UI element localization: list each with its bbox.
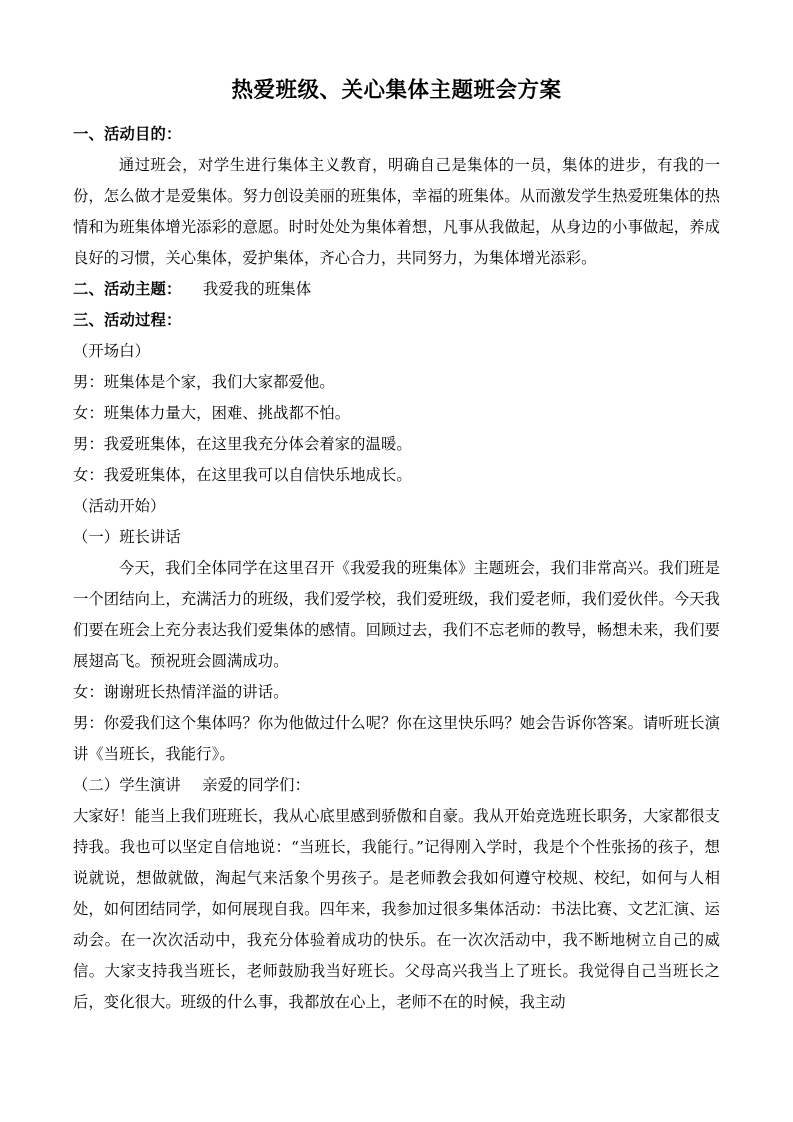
document-body	[73, 119, 720, 1018]
part-one-body: 今天，我们全体同学在这里召开《我爱我的班集体》主题班会，我们非常高兴。我们班是一个团结向上，充满活力的班级，我们爱学校，我们爱班级，我们爱老师，我们爱伙伴。今天我们要在班会上充分表达我们爱集体的感情。回顾过去，我们不忘老师的教导，畅想未来，我们要展翅高飞。预祝班会圆满成功。	[73, 559, 720, 671]
opening-line-male-2: 男：我爱班集体，在这里我充分体会着家的温暖。	[73, 435, 412, 454]
opening-line-female-1: 女：班集体力量大，困难、挑战都不怕。	[73, 404, 351, 423]
section-theme-value: 我爱我的班集体	[202, 280, 312, 299]
part-two-label-row	[73, 770, 720, 801]
opening-line-female-2: 女：我爱班集体，在这里我可以自信快乐地成长。	[73, 466, 412, 485]
opening-line-male-1: 男：班集体是个家，我们大家都爱他。	[73, 373, 335, 392]
part-two-label: （二）学生演讲	[73, 776, 181, 795]
activity-start-label: （活动开始）	[73, 497, 166, 516]
section-heading-process: 三、活动过程：	[73, 311, 182, 330]
section-body-purpose: 通过班会，对学生进行集体主义教育，明确自己是集体的一员，集体的进步，有我的一份，怎么做才是爱集体。努力创设美丽的班集体，幸福的班集体。从而激发学生热爱班集体的热情和为班集体增光添彩的意愿。时时处处为集体着想，凡事从我做起，从身边的小事做起，养成良好的习惯，关心集体，爱护集体，齐心合力，共同努力，为集体增光添彩。	[73, 156, 720, 268]
part-one-label: （一）班长讲话	[73, 528, 181, 547]
section-heading-theme	[73, 274, 720, 305]
section-heading-theme-label: 二、活动主题：	[73, 280, 182, 299]
host-line-female: 女：谢谢班长热情洋溢的讲话。	[73, 683, 289, 702]
host-line-male: 男：你爱我们这个集体吗？你为他做过什么呢？你在这里快乐吗？她会告诉你答案。请听班长演讲《当班长，我能行》。	[73, 714, 720, 764]
part-two-body: 大家好！能当上我们班班长，我从心底里感到骄傲和自豪。我从开始竞选班长职务，大家都很支持我。我也可以坚定自信地说：“当班长，我能行。”记得刚入学时，我是个个性张扬的孩子，想说就说，想做就做，淘起气来活象个男孩子。是老师教会我如何遵守校规、校纪，如何与人相处，如何团结同学，如何展现自我。四年来，我参加过很多集体活动：书法比赛、文艺汇演、运动会。在一次次活动中，我充分体验着成功的快乐。在一次次活动中，我不断地树立自己的威信。大家支持我当班长，老师鼓励我当好班长。父母高兴我当上了班长。我觉得自己当班长之后，变化很大。班级的什么事，我都放在心上，老师不在的时候，我主动	[73, 807, 720, 1012]
part-two-greeting: 亲爱的同学们：	[202, 776, 310, 795]
opening-label: （开场白）	[73, 342, 150, 361]
section-heading-purpose: 一、活动目的：	[73, 125, 182, 144]
page-title: 热爱班级、关心集体主题班会方案	[231, 78, 562, 103]
